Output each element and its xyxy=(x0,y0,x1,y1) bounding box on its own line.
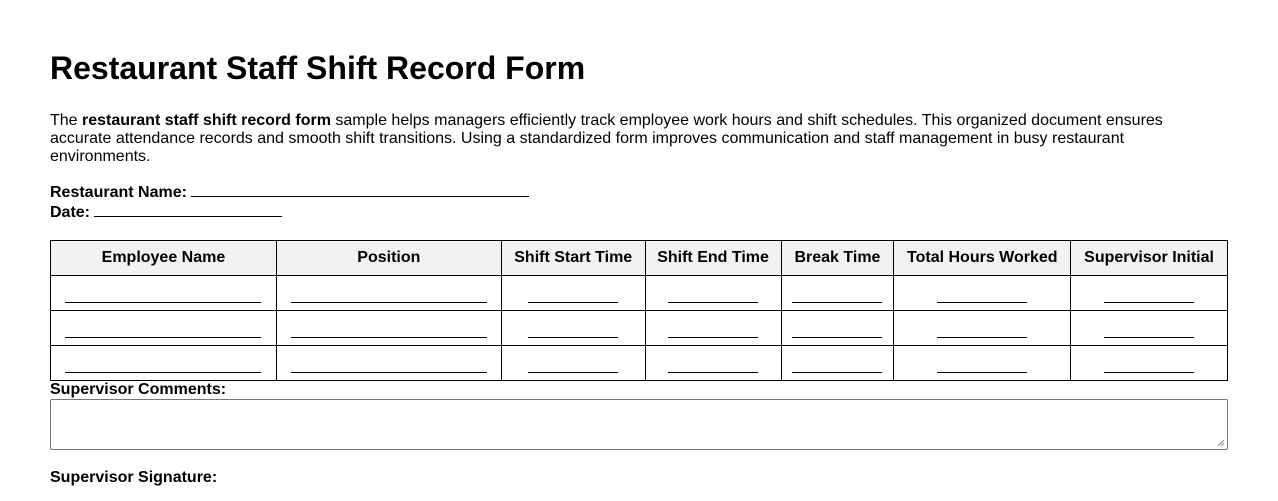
table-row xyxy=(51,346,1228,381)
shift-table xyxy=(50,240,1228,381)
supervisor-initial-field[interactable] xyxy=(1104,279,1194,303)
employee-name-cell xyxy=(51,311,277,346)
break-time-field[interactable] xyxy=(792,279,882,303)
total-hours-cell xyxy=(894,276,1071,311)
employee-name-field[interactable] xyxy=(65,349,261,373)
shift-start-cell xyxy=(501,311,645,346)
supervisor-comments-textarea[interactable] xyxy=(50,399,1228,450)
supervisor-initial-cell xyxy=(1071,346,1228,381)
header-shift-end-time: Shift End Time xyxy=(645,241,781,276)
total-hours-field[interactable] xyxy=(937,314,1027,338)
supervisor-signature-label: Supervisor Signature: xyxy=(50,469,218,486)
header-supervisor-initial: Supervisor Initial xyxy=(1071,241,1228,276)
form-meta xyxy=(50,182,1228,222)
break-time-field[interactable] xyxy=(792,314,882,338)
header-position: Position xyxy=(276,241,501,276)
position-field[interactable] xyxy=(291,314,487,338)
header-shift-start-time: Shift Start Time xyxy=(501,241,645,276)
break-time-cell xyxy=(781,276,894,311)
intro-suffix: sample helps managers efficiently track employee work hours and shift schedules. This organized document ensures accurate attendance records and smooth shift transitions. Using a standardized form improves communication and staff management in busy restaurant environments. xyxy=(50,112,1163,165)
date-field[interactable] xyxy=(94,202,282,217)
break-time-field[interactable] xyxy=(792,349,882,373)
table-header-row xyxy=(51,241,1228,276)
shift-start-field[interactable] xyxy=(528,349,618,373)
shift-end-field[interactable] xyxy=(668,314,758,338)
break-time-cell xyxy=(781,311,894,346)
employee-name-field[interactable] xyxy=(65,314,261,338)
position-field[interactable] xyxy=(291,349,487,373)
header-employee-name: Employee Name xyxy=(51,241,277,276)
table-row xyxy=(51,276,1228,311)
restaurant-name-row xyxy=(50,182,1228,202)
employee-name-cell xyxy=(51,276,277,311)
position-cell xyxy=(276,311,501,346)
date-row xyxy=(50,202,1228,222)
supervisor-initial-cell xyxy=(1071,276,1228,311)
shift-start-field[interactable] xyxy=(528,279,618,303)
total-hours-field[interactable] xyxy=(937,279,1027,303)
shift-start-field[interactable] xyxy=(528,314,618,338)
restaurant-name-label: Restaurant Name: xyxy=(50,184,187,201)
supervisor-initial-field[interactable] xyxy=(1104,314,1194,338)
intro-paragraph xyxy=(50,112,1210,166)
shift-start-cell xyxy=(501,346,645,381)
total-hours-field[interactable] xyxy=(937,349,1027,373)
total-hours-cell xyxy=(894,311,1071,346)
intro-prefix: The xyxy=(50,112,83,129)
intro-bold: restaurant staff shift record form xyxy=(82,112,331,129)
shift-start-cell xyxy=(501,276,645,311)
date-label: Date: xyxy=(50,204,91,221)
table-row xyxy=(51,311,1228,346)
position-cell xyxy=(276,276,501,311)
break-time-cell xyxy=(781,346,894,381)
header-total-hours-worked: Total Hours Worked xyxy=(894,241,1071,276)
supervisor-initial-cell xyxy=(1071,311,1228,346)
shift-end-cell xyxy=(645,276,781,311)
position-cell xyxy=(276,346,501,381)
employee-name-cell xyxy=(51,346,277,381)
shift-end-field[interactable] xyxy=(668,279,758,303)
shift-end-field[interactable] xyxy=(668,349,758,373)
restaurant-name-field[interactable] xyxy=(191,182,529,197)
supervisor-comments-label: Supervisor Comments: xyxy=(50,381,227,398)
resize-grip-icon[interactable] xyxy=(1217,439,1225,447)
supervisor-initial-field[interactable] xyxy=(1104,349,1194,373)
employee-name-field[interactable] xyxy=(65,279,261,303)
shift-end-cell xyxy=(645,346,781,381)
header-break-time: Break Time xyxy=(781,241,894,276)
position-field[interactable] xyxy=(291,279,487,303)
page-title: Restaurant Staff Shift Record Form xyxy=(50,50,586,86)
shift-end-cell xyxy=(645,311,781,346)
total-hours-cell xyxy=(894,346,1071,381)
